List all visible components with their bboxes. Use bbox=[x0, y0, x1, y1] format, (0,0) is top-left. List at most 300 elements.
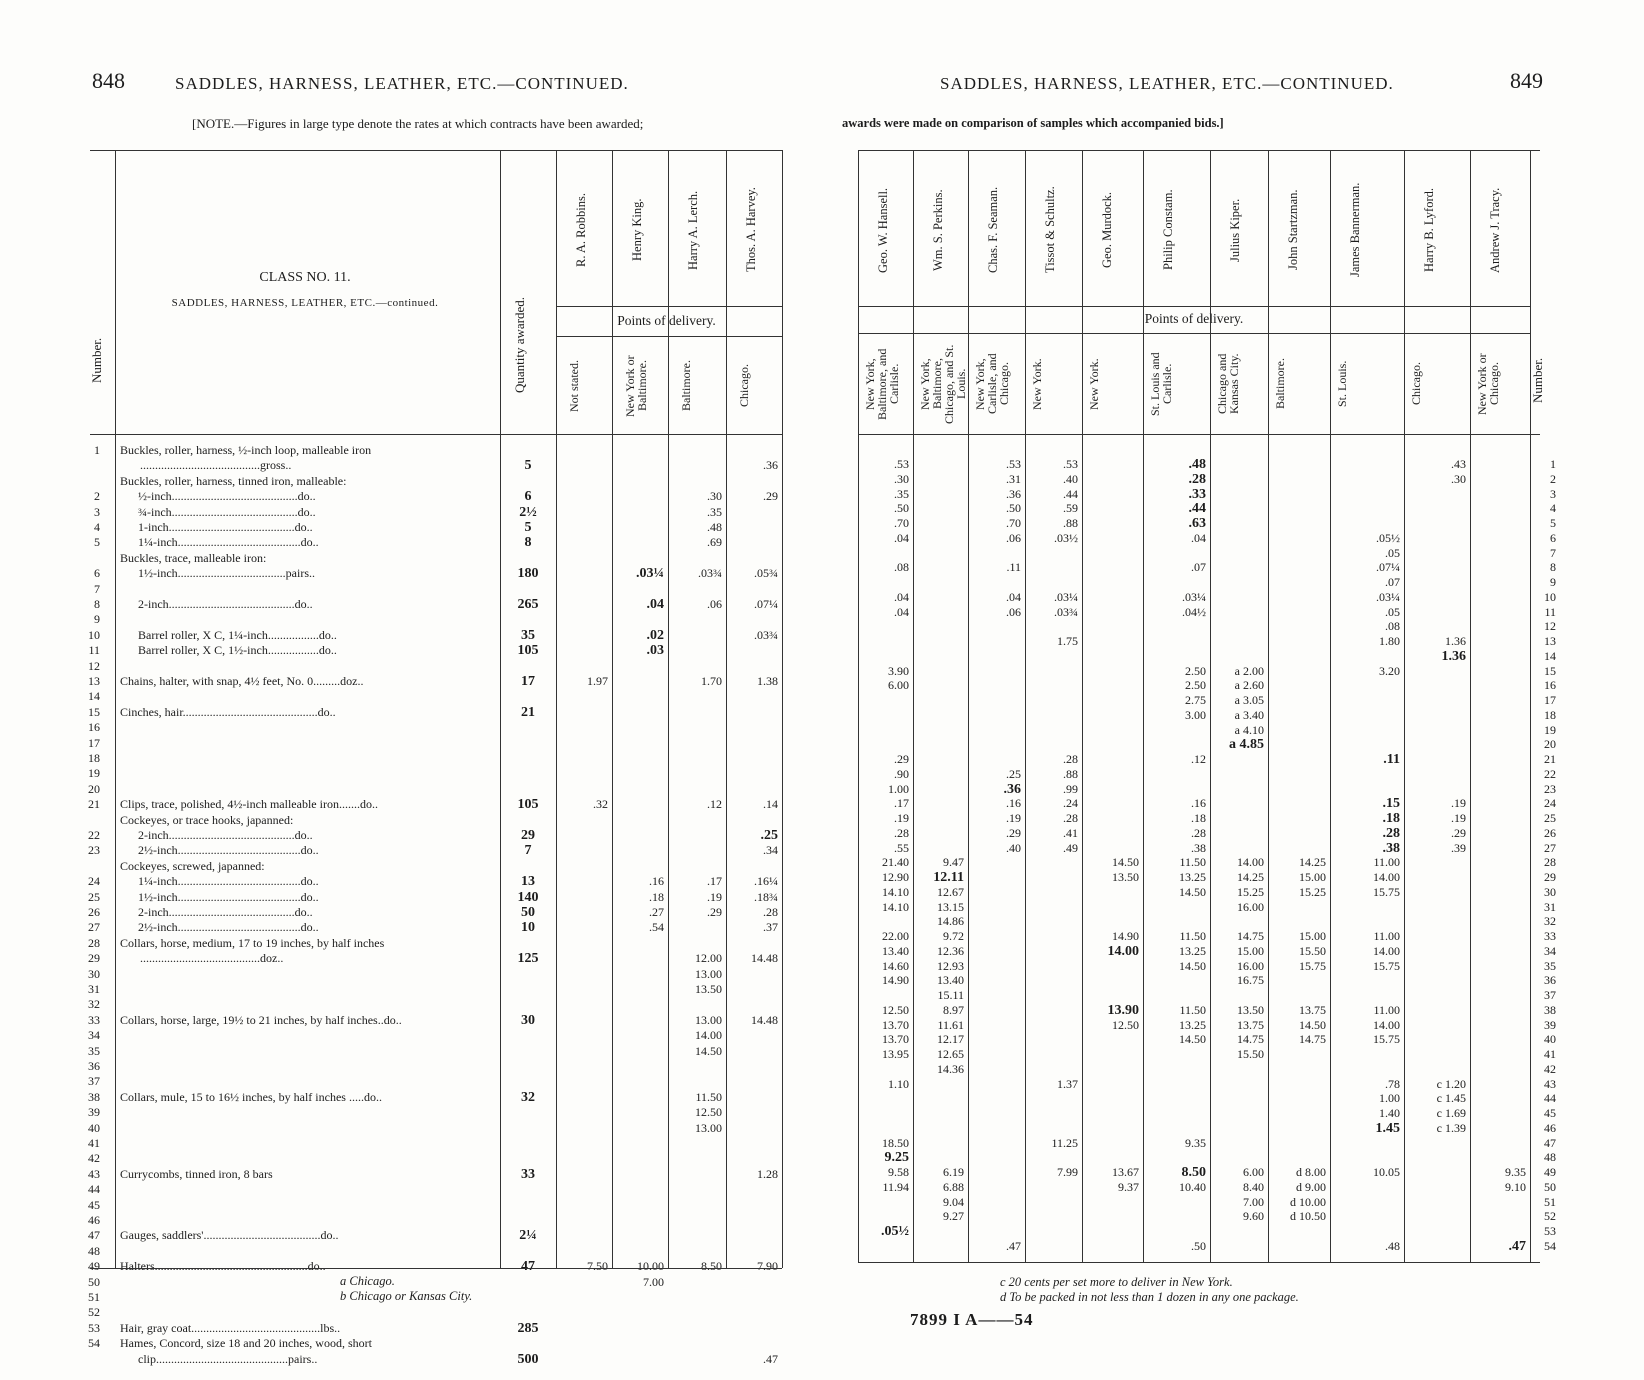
bid-value: 12.17 bbox=[937, 1032, 964, 1047]
right-bidder-name: Philip Constam. bbox=[1161, 189, 1175, 271]
quantity-awarded: 6 bbox=[524, 489, 532, 505]
quantity-awarded: 105 bbox=[517, 797, 539, 813]
right-delivery-point: St. Louis. bbox=[1335, 360, 1349, 408]
bid-value: 1.10 bbox=[888, 1076, 909, 1091]
bid-value: 14.00 bbox=[695, 1028, 722, 1043]
bid-value: .03¼ bbox=[1054, 589, 1078, 604]
bid-value: .28 bbox=[1382, 825, 1400, 841]
bid-value: .06 bbox=[707, 597, 722, 611]
bid-value: .28 bbox=[1063, 811, 1078, 825]
bid-value: 1.80 bbox=[1379, 634, 1400, 648]
bid-value: 1.97 bbox=[587, 674, 608, 688]
row-description: Barrel roller, X C, 1¼-inch.................do.. bbox=[138, 628, 337, 642]
row-number: 53 bbox=[88, 1320, 100, 1335]
table-row bbox=[0, 532, 1644, 545]
quantity-awarded: 10 bbox=[521, 920, 535, 936]
table-row bbox=[0, 1240, 1644, 1253]
row-description: 2-inch..........................................do.. bbox=[138, 906, 313, 919]
bid-value: 6.00 bbox=[1243, 1165, 1264, 1179]
bid-value: 9.04 bbox=[943, 1194, 964, 1209]
table-row bbox=[0, 1151, 1644, 1164]
bid-value: a 3.05 bbox=[1234, 693, 1264, 707]
row-number: 2 bbox=[1550, 471, 1556, 486]
row-number: 6 bbox=[1550, 530, 1556, 545]
bid-value: .18 bbox=[1191, 811, 1206, 825]
row-number: 42 bbox=[1544, 1061, 1556, 1076]
bid-value: 9.35 bbox=[1505, 1165, 1526, 1179]
table-row bbox=[0, 1033, 1644, 1046]
table-row bbox=[0, 1019, 1644, 1032]
bid-value: 9.58 bbox=[888, 1165, 909, 1179]
row-description: 1¼-inch.........................................do.. bbox=[138, 536, 319, 550]
bid-value: .29 bbox=[1451, 825, 1466, 840]
row-description: Buckles, roller, harness, ½-inch loop, malleable iron bbox=[120, 444, 372, 457]
row-description: Buckles, roller, harness, tinned iron, malleable: bbox=[120, 474, 347, 488]
bid-value: 14.50 bbox=[695, 1043, 722, 1058]
row-description: ½-inch..........................................do.. bbox=[138, 490, 316, 504]
row-number: 48 bbox=[88, 1243, 100, 1258]
row-number: 11 bbox=[88, 643, 100, 658]
right-bidder-name: John Startzman. bbox=[1286, 189, 1300, 271]
bid-value: 14.50 bbox=[1179, 884, 1206, 899]
bid-value: 1.00 bbox=[888, 781, 909, 796]
bid-value: .18¾ bbox=[754, 889, 778, 904]
table-row bbox=[0, 901, 1644, 914]
bid-value: .08 bbox=[894, 560, 909, 575]
row-number: 37 bbox=[88, 1074, 100, 1089]
bid-value: 14.75 bbox=[1237, 929, 1264, 943]
right-delivery-point: New York, Carlisle, and Chicago. bbox=[973, 353, 1011, 415]
bid-value: 6.88 bbox=[943, 1179, 964, 1194]
bid-value: 12.93 bbox=[937, 958, 964, 973]
bid-value: .49 bbox=[1063, 840, 1078, 855]
right-col-rule bbox=[1330, 150, 1331, 1262]
bid-value: 1.38 bbox=[757, 674, 778, 688]
table-row bbox=[0, 974, 1644, 987]
bid-value: .38 bbox=[1382, 840, 1400, 856]
left-delivery-point: Not stated. bbox=[567, 360, 581, 412]
left-bidder-name: Thos. A. Harvey. bbox=[744, 187, 758, 273]
right-col-rule bbox=[1082, 150, 1083, 1262]
bid-value: .36 bbox=[763, 458, 778, 473]
bid-value: 12.65 bbox=[937, 1047, 964, 1061]
bid-value: .08 bbox=[1385, 619, 1400, 634]
bid-value: .04 bbox=[894, 589, 909, 604]
bid-value: 16.00 bbox=[1237, 958, 1264, 973]
bid-value: .28 bbox=[1188, 471, 1206, 487]
table-row bbox=[0, 473, 1644, 486]
bid-value: 13.50 bbox=[1237, 1002, 1264, 1017]
right-delivery-point: St. Louis and Carlisle. bbox=[1148, 352, 1174, 416]
bid-value: .16 bbox=[1191, 796, 1206, 811]
footnote-c: c 20 cents per set more to deliver in New York. bbox=[1000, 1275, 1233, 1289]
table-row bbox=[0, 1107, 1644, 1120]
quantity-awarded: 13 bbox=[521, 874, 535, 890]
bid-value: .47 bbox=[1006, 1238, 1021, 1253]
bid-value: 15.00 bbox=[1299, 870, 1326, 884]
bid-value: 7.50 bbox=[587, 1259, 608, 1274]
row-number: 45 bbox=[88, 1197, 100, 1212]
right-running-title: SADDLES, HARNESS, LEATHER, ETC.—CONTINUED. bbox=[940, 74, 1394, 93]
row-number: 46 bbox=[88, 1213, 100, 1227]
bid-value: .37 bbox=[763, 920, 778, 935]
bid-value: 13.75 bbox=[1299, 1002, 1326, 1017]
right-note: awards were made on comparison of samples which accompanied bids.] bbox=[842, 116, 1224, 130]
table-row bbox=[0, 1196, 1644, 1209]
left-delivery-point: New York or Baltimore. bbox=[623, 355, 649, 417]
row-description: Clips, trace, polished, 4½-inch malleable iron.......do.. bbox=[120, 798, 378, 812]
table-row bbox=[0, 1165, 1644, 1182]
bid-value: .48 bbox=[1385, 1238, 1400, 1253]
right-col-rule bbox=[1025, 150, 1026, 1262]
bid-value: 14.50 bbox=[1179, 958, 1206, 973]
right-table-header-rule bbox=[858, 434, 1540, 435]
left-note: [NOTE.—Figures in large type denote the rates at which contracts have been awarded; bbox=[192, 116, 644, 131]
row-number: 8 bbox=[94, 597, 100, 611]
bid-value: 9.25 bbox=[884, 1150, 909, 1166]
table-row bbox=[0, 1291, 1644, 1304]
row-number: 39 bbox=[1544, 1017, 1556, 1032]
row-description: Currycombs, tinned iron, 8 bars bbox=[120, 1167, 273, 1181]
bid-value: .59 bbox=[1063, 501, 1078, 516]
row-number: 51 bbox=[1544, 1194, 1556, 1209]
bid-value: .25 bbox=[760, 828, 778, 843]
table-row bbox=[0, 547, 1644, 560]
row-number: 26 bbox=[1544, 825, 1556, 840]
bid-value: .03¾ bbox=[698, 566, 722, 581]
row-description: 1-inch..........................................do.. bbox=[138, 521, 313, 534]
bid-value: .54 bbox=[649, 920, 664, 935]
bid-value: .33 bbox=[1188, 486, 1206, 502]
row-number: 40 bbox=[88, 1120, 100, 1135]
bid-value: .04½ bbox=[1182, 604, 1206, 619]
left-col-quantity-header: Quantity awarded. bbox=[512, 296, 527, 394]
row-number: 54 bbox=[88, 1336, 100, 1351]
right-table-top-rule bbox=[858, 150, 1540, 151]
right-bidder-name: Andrew J. Tracy. bbox=[1488, 187, 1502, 273]
quantity-awarded: 21 bbox=[521, 704, 535, 720]
bid-value: a 2.00 bbox=[1234, 663, 1264, 678]
row-number: 15 bbox=[1544, 663, 1556, 678]
row-number: 6 bbox=[94, 566, 100, 581]
bid-value: .38 bbox=[1191, 840, 1206, 855]
bid-value: .19 bbox=[1451, 811, 1466, 825]
row-number: 36 bbox=[1544, 973, 1556, 988]
row-number: 46 bbox=[1544, 1120, 1556, 1135]
bid-value: .50 bbox=[894, 501, 909, 516]
bid-value: 15.50 bbox=[1237, 1047, 1264, 1061]
row-number: 37 bbox=[1544, 988, 1556, 1002]
row-number: 20 bbox=[1544, 737, 1556, 752]
bid-value: 14.25 bbox=[1299, 855, 1326, 870]
bid-value: 1.36 bbox=[1445, 634, 1466, 648]
row-number: 14 bbox=[88, 689, 100, 704]
quantity-awarded: 265 bbox=[517, 597, 539, 612]
quantity-awarded: 7 bbox=[524, 843, 532, 859]
bid-value: .40 bbox=[1063, 471, 1078, 486]
bid-value: c 1.20 bbox=[1436, 1076, 1466, 1091]
row-number: 40 bbox=[1544, 1032, 1556, 1047]
quantity-awarded: 35 bbox=[521, 627, 535, 643]
bid-value: .48 bbox=[707, 520, 722, 534]
bid-value: 12.90 bbox=[882, 870, 909, 884]
footnote-a: a Chicago. bbox=[340, 1274, 395, 1288]
class-heading: CLASS NO. 11. bbox=[259, 270, 351, 285]
row-number: 35 bbox=[1544, 958, 1556, 973]
bid-value: .35 bbox=[894, 486, 909, 501]
bid-value: 14.86 bbox=[937, 914, 964, 929]
bid-value: .28 bbox=[1191, 825, 1206, 840]
bid-value: 15.25 bbox=[1237, 884, 1264, 899]
quantity-awarded: 5 bbox=[524, 458, 532, 474]
right-bidder-name: Harry B. Lyford. bbox=[1422, 188, 1436, 273]
bid-value: .04 bbox=[894, 530, 909, 545]
row-number: 9 bbox=[1550, 575, 1556, 589]
table-row bbox=[0, 576, 1644, 589]
bid-value: .03¼ bbox=[1182, 589, 1206, 604]
bid-value: 8.97 bbox=[943, 1002, 964, 1017]
left-bidder-name: R. A. Robbins. bbox=[574, 193, 588, 267]
bid-value: c 1.69 bbox=[1436, 1106, 1466, 1120]
bid-value: 9.35 bbox=[1185, 1135, 1206, 1150]
row-number: 7 bbox=[1550, 545, 1556, 560]
bid-value: 14.00 bbox=[1373, 870, 1400, 884]
bid-value: .05¾ bbox=[754, 566, 778, 581]
quantity-awarded: 5 bbox=[524, 520, 532, 535]
bid-value: 15.50 bbox=[1299, 943, 1326, 958]
bid-value: 12.50 bbox=[1112, 1017, 1139, 1032]
right-col-rule bbox=[858, 150, 859, 1262]
row-number: 7 bbox=[94, 581, 100, 596]
bid-value: 13.50 bbox=[1112, 870, 1139, 884]
row-description: ¾-inch..........................................do.. bbox=[138, 505, 316, 519]
row-number: 23 bbox=[88, 843, 100, 858]
table-row bbox=[0, 783, 1644, 796]
table-row bbox=[0, 930, 1644, 943]
bid-value: .03 bbox=[646, 643, 664, 659]
row-description: 2½-inch.........................................do.. bbox=[138, 921, 319, 935]
row-number: 36 bbox=[88, 1059, 100, 1073]
bid-value: 11.94 bbox=[882, 1179, 909, 1194]
bid-value: d 8.00 bbox=[1296, 1165, 1326, 1179]
bid-value: 8.40 bbox=[1243, 1179, 1264, 1194]
bid-value: 1.00 bbox=[1379, 1091, 1400, 1106]
bid-value: d 9.00 bbox=[1296, 1179, 1326, 1194]
left-bidder-name: Henry King. bbox=[630, 198, 644, 262]
bid-value: 15.25 bbox=[1299, 884, 1326, 899]
bid-value: c 1.39 bbox=[1436, 1120, 1466, 1135]
bid-value: .48 bbox=[1188, 457, 1206, 472]
bid-value: a 2.60 bbox=[1234, 678, 1264, 693]
bid-value: 12.50 bbox=[882, 1002, 909, 1017]
row-number: 16 bbox=[88, 720, 100, 735]
bid-value: 13.25 bbox=[1179, 1017, 1206, 1032]
bid-value: 15.75 bbox=[1373, 1032, 1400, 1047]
bid-value: a 4.85 bbox=[1229, 737, 1264, 753]
bid-value: .28 bbox=[894, 825, 909, 840]
row-number: 25 bbox=[88, 889, 100, 904]
bid-value: 14.75 bbox=[1299, 1032, 1326, 1047]
row-number: 39 bbox=[88, 1105, 100, 1120]
bid-value: 13.90 bbox=[1107, 1002, 1139, 1018]
bid-value: .53 bbox=[1006, 457, 1021, 471]
bid-value: 13.15 bbox=[937, 899, 964, 914]
row-number: 19 bbox=[88, 766, 100, 781]
row-number: 5 bbox=[1550, 516, 1556, 530]
bid-value: .30 bbox=[1451, 471, 1466, 486]
bid-value: 3.20 bbox=[1379, 663, 1400, 678]
table-row bbox=[0, 709, 1644, 722]
row-number: 38 bbox=[1544, 1002, 1556, 1017]
bid-value: .04 bbox=[894, 604, 909, 619]
row-description: ........................................gross.. bbox=[140, 459, 292, 473]
bid-value: 15.75 bbox=[1373, 884, 1400, 899]
table-row bbox=[0, 768, 1644, 781]
row-number: 32 bbox=[88, 997, 100, 1012]
bid-value: a 3.40 bbox=[1234, 707, 1264, 722]
bid-value: 13.95 bbox=[882, 1047, 909, 1061]
bid-value: 7.00 bbox=[1243, 1194, 1264, 1209]
bid-value: .90 bbox=[894, 766, 909, 781]
quantity-awarded: 47 bbox=[521, 1259, 535, 1275]
bid-value: .29 bbox=[1006, 825, 1021, 840]
bid-value: 11.00 bbox=[1373, 1002, 1400, 1017]
left-delivery-point: Chicago. bbox=[737, 364, 751, 408]
row-number: 47 bbox=[1544, 1135, 1556, 1150]
bid-value: .14 bbox=[763, 797, 778, 812]
bid-value: .31 bbox=[1006, 471, 1021, 486]
bid-value: 18.50 bbox=[882, 1135, 909, 1150]
row-number: 31 bbox=[88, 982, 100, 996]
right-delivery-point: New York, Baltimore, Chicago, and St. Louis. bbox=[918, 344, 968, 424]
row-number: 25 bbox=[1544, 811, 1556, 825]
quantity-awarded: 285 bbox=[517, 1320, 539, 1336]
right-pod-rule-top bbox=[858, 306, 1530, 307]
bid-value: 15.75 bbox=[1373, 958, 1400, 973]
row-number: 14 bbox=[1544, 648, 1556, 663]
table-row bbox=[0, 1078, 1644, 1091]
bid-value: 10.00 bbox=[637, 1259, 664, 1274]
bid-value: 15.11 bbox=[937, 988, 964, 1002]
bid-value: 2.50 bbox=[1185, 663, 1206, 678]
table-row bbox=[0, 679, 1644, 692]
bid-value: .44 bbox=[1188, 501, 1206, 517]
quantity-awarded: 140 bbox=[517, 889, 539, 905]
row-number: 43 bbox=[88, 1166, 100, 1181]
right-points-of-delivery: Points of delivery. bbox=[1144, 311, 1244, 326]
row-number: 15 bbox=[88, 704, 100, 719]
row-number: 13 bbox=[88, 674, 100, 688]
right-bidder-name: Geo. W. Hansell. bbox=[876, 187, 890, 273]
quantity-awarded: 500 bbox=[517, 1351, 539, 1367]
row-number: 19 bbox=[1544, 722, 1556, 737]
bid-value: .78 bbox=[1385, 1076, 1400, 1091]
right-page-number: 849 bbox=[1510, 68, 1543, 93]
table-row bbox=[0, 812, 1644, 825]
bid-value: 13.25 bbox=[1179, 943, 1206, 958]
table-row bbox=[0, 606, 1644, 619]
row-number: 5 bbox=[94, 535, 100, 550]
row-number: 42 bbox=[88, 1151, 100, 1166]
bid-value: 7.99 bbox=[1057, 1165, 1078, 1179]
bid-value: .69 bbox=[707, 535, 722, 550]
quantity-awarded: 32 bbox=[521, 1089, 535, 1105]
row-description: Hair, gray coat...........................................lbs.. bbox=[120, 1321, 341, 1335]
row-number: 3 bbox=[1550, 486, 1556, 501]
bid-value: 8.50 bbox=[1181, 1165, 1206, 1180]
left-pod-rule-bottom bbox=[556, 336, 782, 337]
bid-value: .39 bbox=[1451, 840, 1466, 855]
bid-value: 10.40 bbox=[1179, 1179, 1206, 1194]
bid-value: .12 bbox=[707, 797, 722, 812]
bid-value: .32 bbox=[593, 797, 608, 812]
table-row bbox=[0, 635, 1644, 648]
row-number: 33 bbox=[1544, 929, 1556, 943]
row-description: 1½-inch.........................................do.. bbox=[138, 890, 319, 904]
bid-value: 13.00 bbox=[695, 966, 722, 981]
table-row bbox=[0, 694, 1644, 707]
bid-value: 13.40 bbox=[882, 943, 909, 958]
bid-value: 11.00 bbox=[1373, 855, 1400, 870]
row-number: 47 bbox=[88, 1228, 100, 1243]
table-row bbox=[0, 1322, 1644, 1335]
table-row bbox=[0, 1122, 1644, 1135]
bid-value: .19 bbox=[894, 811, 909, 825]
row-number: 18 bbox=[88, 751, 100, 765]
table-row bbox=[0, 620, 1644, 633]
bid-value: 1.70 bbox=[701, 674, 722, 688]
bid-value: 15.00 bbox=[1299, 929, 1326, 943]
row-number: 50 bbox=[1544, 1179, 1556, 1194]
row-number: 1 bbox=[1550, 457, 1556, 471]
row-number: 49 bbox=[88, 1259, 100, 1274]
row-number: 3 bbox=[94, 504, 100, 519]
bid-value: .41 bbox=[1063, 825, 1078, 840]
table-row bbox=[0, 735, 1644, 753]
row-number: 26 bbox=[88, 905, 100, 919]
row-number: 22 bbox=[88, 828, 100, 842]
bid-value: .11 bbox=[1383, 752, 1400, 767]
row-description: 1½-inch....................................pairs.. bbox=[138, 567, 315, 581]
row-number: 48 bbox=[1544, 1150, 1556, 1165]
table-row bbox=[0, 840, 1644, 859]
bid-value: .70 bbox=[1006, 516, 1021, 530]
table-row bbox=[0, 886, 1644, 899]
bid-value: d 10.00 bbox=[1290, 1194, 1326, 1209]
row-number: 54 bbox=[1544, 1238, 1556, 1253]
quantity-awarded: 29 bbox=[521, 828, 535, 843]
table-row bbox=[0, 753, 1644, 766]
table-row bbox=[0, 856, 1644, 869]
row-number: 10 bbox=[88, 627, 100, 642]
table-row bbox=[0, 796, 1644, 813]
bid-value: .15 bbox=[1382, 796, 1400, 812]
row-number: 9 bbox=[94, 612, 100, 627]
left-table-header-rule bbox=[90, 434, 782, 435]
bid-value: .19 bbox=[1006, 811, 1021, 825]
bid-value: 14.90 bbox=[882, 973, 909, 988]
bid-value: .04 bbox=[1006, 589, 1021, 604]
bid-value: .03¼ bbox=[1376, 589, 1400, 604]
table-row bbox=[0, 960, 1644, 973]
bid-value: .04 bbox=[1191, 530, 1206, 545]
bid-value: .25 bbox=[1006, 766, 1021, 781]
bid-value: .03¼ bbox=[636, 566, 664, 582]
row-number: 35 bbox=[88, 1043, 100, 1058]
row-number: 17 bbox=[1544, 693, 1556, 707]
row-number: 30 bbox=[1544, 884, 1556, 899]
bid-value: d 10.50 bbox=[1290, 1209, 1326, 1224]
